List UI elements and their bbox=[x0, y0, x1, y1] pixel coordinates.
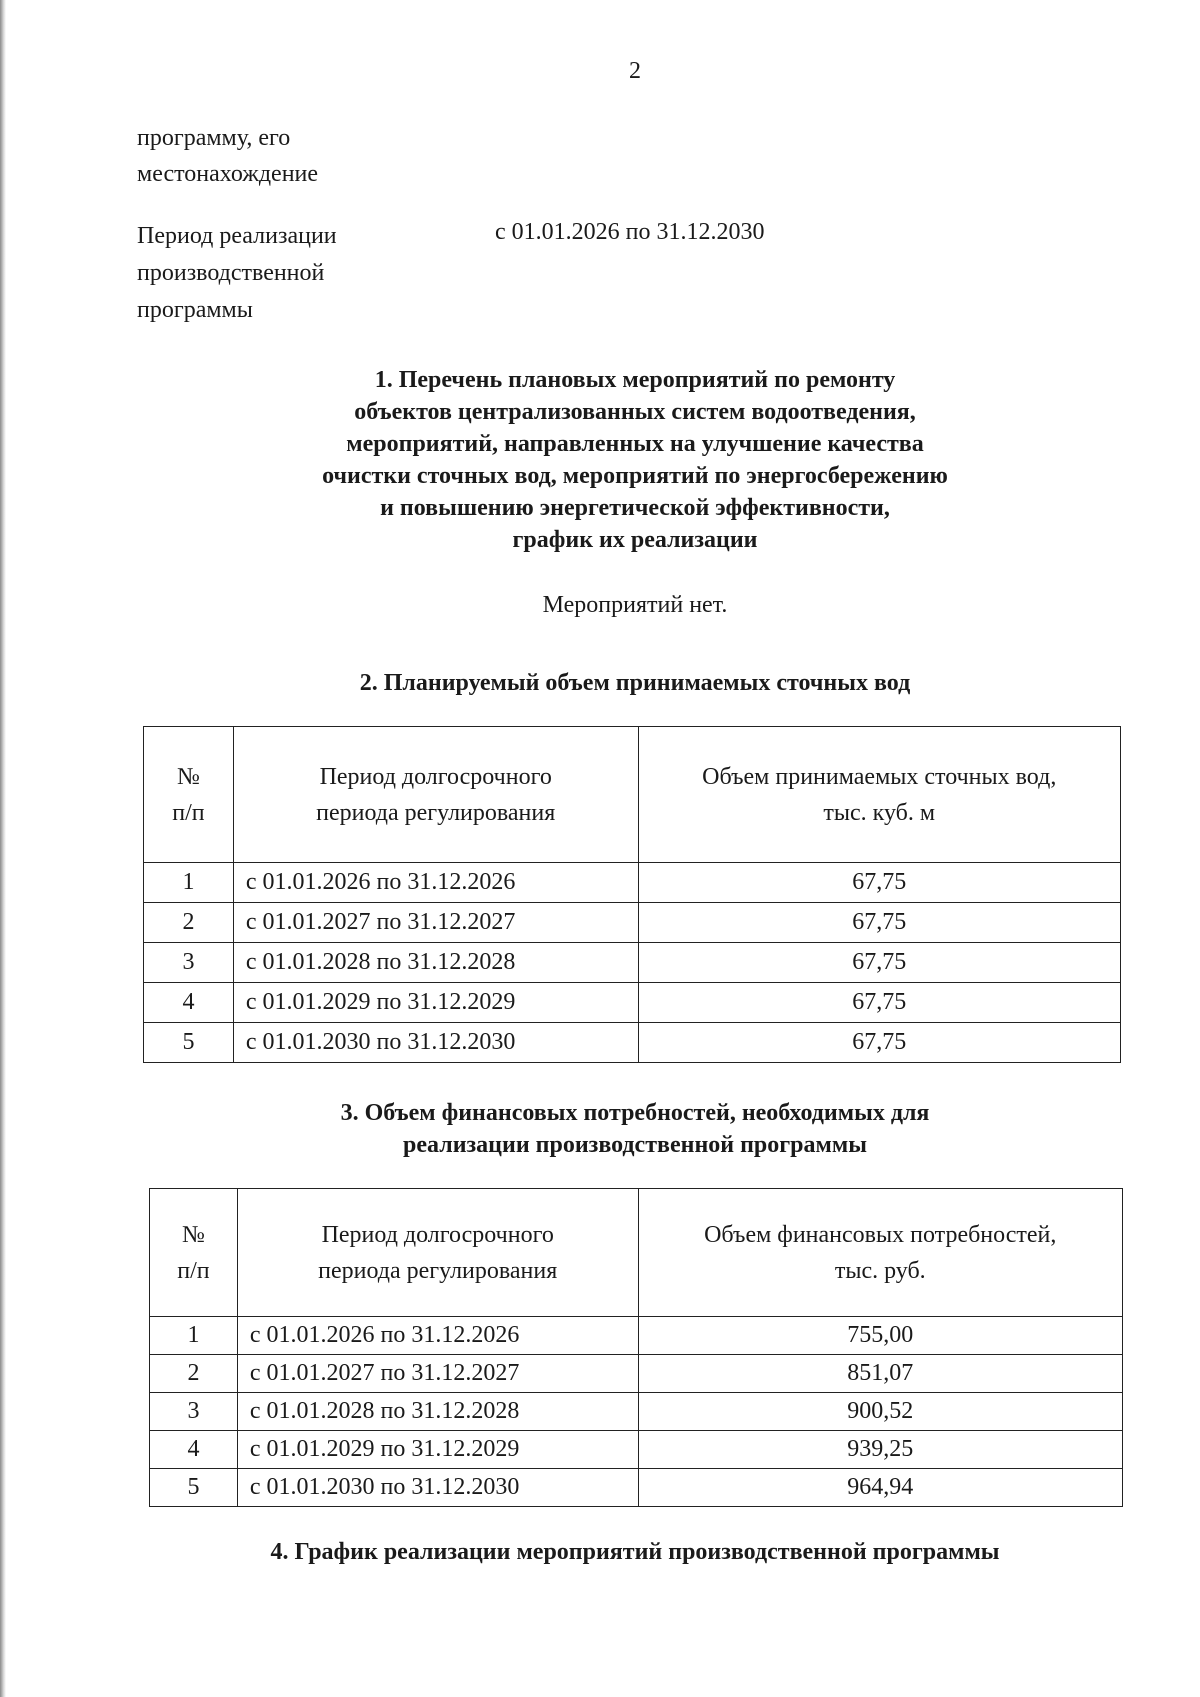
row-financial: 755,00 bbox=[638, 1317, 1123, 1355]
row-num: 3 bbox=[150, 1393, 238, 1431]
row-period: с 01.01.2027 по 31.12.2027 bbox=[233, 903, 638, 943]
table-row bbox=[144, 983, 1121, 1023]
row-period: с 01.01.2028 по 31.12.2028 bbox=[237, 1393, 638, 1431]
period-info-value: с 01.01.2026 по 31.12.2030 bbox=[495, 219, 765, 245]
row-volume: 67,75 bbox=[638, 863, 1121, 903]
row-period: с 01.01.2026 по 31.12.2026 bbox=[233, 863, 638, 903]
table-row bbox=[150, 1431, 1123, 1469]
table-row bbox=[144, 943, 1121, 983]
header-num: № п/п bbox=[150, 1189, 238, 1317]
row-volume: 67,75 bbox=[638, 943, 1121, 983]
row-volume: 67,75 bbox=[638, 903, 1121, 943]
row-volume: 67,75 bbox=[638, 983, 1121, 1023]
row-num: 1 bbox=[150, 1317, 238, 1355]
row-num: 4 bbox=[144, 983, 234, 1023]
section4-title: 4. График реализации мероприятий производственной программы bbox=[270, 1539, 1000, 1565]
row-num: 5 bbox=[144, 1023, 234, 1063]
row-financial: 851,07 bbox=[638, 1355, 1123, 1393]
row-volume: 67,75 bbox=[638, 1023, 1121, 1063]
section2-title: 2. Планируемый объем принимаемых сточных вод bbox=[359, 670, 911, 696]
row-period: с 01.01.2029 по 31.12.2029 bbox=[237, 1431, 638, 1469]
row-period: с 01.01.2026 по 31.12.2026 bbox=[237, 1317, 638, 1355]
row-num: 5 bbox=[150, 1469, 238, 1507]
row-financial: 939,25 bbox=[638, 1431, 1123, 1469]
header-financial: Объем финансовых потребностей, тыс. руб. bbox=[638, 1189, 1123, 1317]
table-row bbox=[150, 1317, 1123, 1355]
row-num: 2 bbox=[150, 1355, 238, 1393]
section1-note: Мероприятий нет. bbox=[542, 592, 728, 618]
table-row bbox=[144, 1023, 1121, 1063]
row-num: 3 bbox=[144, 943, 234, 983]
row-period: с 01.01.2030 по 31.12.2030 bbox=[237, 1469, 638, 1507]
header-text-line1: программу, его bbox=[137, 125, 291, 151]
row-num: 4 bbox=[150, 1431, 238, 1469]
page-number: 2 bbox=[629, 58, 641, 84]
section1-title: 1. Перечень плановых мероприятий по ремонту объектов централизованных систем водоотведения, мероприятий, направленных на улучшение качества очистки сточных вод, мероприятий по энергосбережению и повышению энергетической эффективности, график их реализации bbox=[322, 367, 948, 553]
table-header-row bbox=[144, 727, 1121, 863]
table-row bbox=[150, 1469, 1123, 1507]
table-header-row bbox=[150, 1189, 1123, 1317]
scan-page-edge bbox=[0, 0, 6, 1697]
header-volume: Объем принимаемых сточных вод, тыс. куб. м bbox=[638, 727, 1121, 863]
row-period: с 01.01.2028 по 31.12.2028 bbox=[233, 943, 638, 983]
row-period: с 01.01.2027 по 31.12.2027 bbox=[237, 1355, 638, 1393]
table-row bbox=[144, 903, 1121, 943]
section3-title: 3. Объем финансовых потребностей, необходимых для реализации производственной программы bbox=[340, 1100, 930, 1158]
header-period: Период долгосрочного периода регулирования bbox=[233, 727, 638, 863]
row-financial: 900,52 bbox=[638, 1393, 1123, 1431]
table-row bbox=[150, 1393, 1123, 1431]
header-num: № п/п bbox=[144, 727, 234, 863]
financial-needs-table bbox=[149, 1188, 1123, 1507]
period-info-label: Период реализации производственной программы bbox=[137, 223, 337, 323]
row-period: с 01.01.2029 по 31.12.2029 bbox=[233, 983, 638, 1023]
row-period: с 01.01.2030 по 31.12.2030 bbox=[233, 1023, 638, 1063]
wastewater-volume-table bbox=[143, 726, 1121, 1063]
table-row bbox=[150, 1355, 1123, 1393]
table-row bbox=[144, 863, 1121, 903]
row-num: 2 bbox=[144, 903, 234, 943]
header-text-line2: местонахождение bbox=[137, 161, 319, 187]
row-num: 1 bbox=[144, 863, 234, 903]
row-financial: 964,94 bbox=[638, 1469, 1123, 1507]
header-period: Период долгосрочного периода регулирования bbox=[237, 1189, 638, 1317]
